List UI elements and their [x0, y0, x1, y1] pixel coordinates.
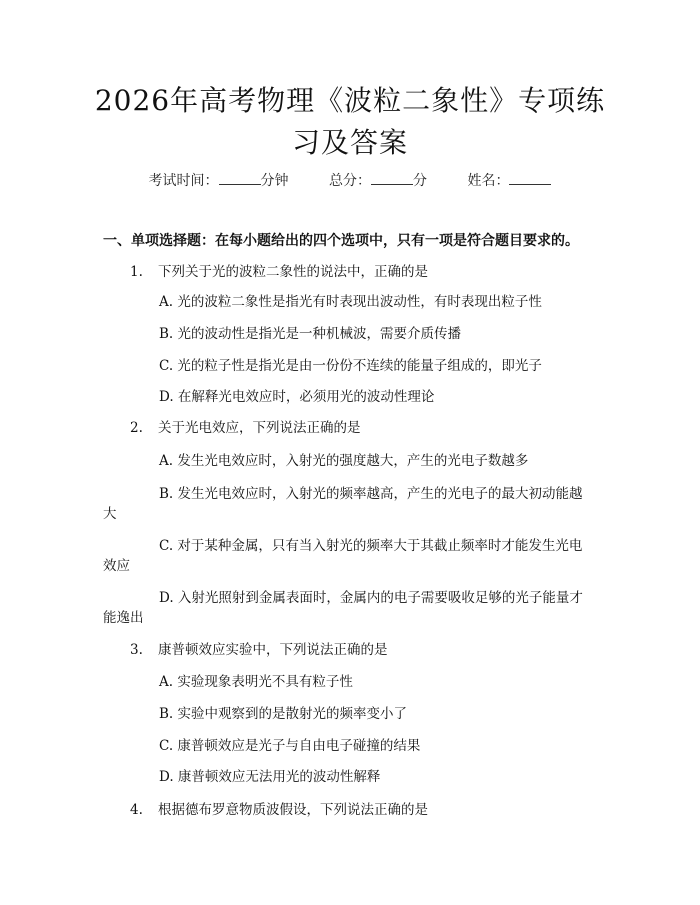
q2-option-c-wrap: 效应: [103, 558, 130, 574]
question-1-stem: [130, 262, 428, 282]
q3-option-d: D. 康普顿效应无法用光的波动性解释: [159, 769, 381, 785]
name-blank: [509, 172, 551, 185]
question-number: 3.: [130, 642, 143, 658]
student-name: [467, 170, 551, 190]
page-title: 2026年高考物理《波粒二象性》专项练习及答案: [94, 84, 606, 159]
total-score: [329, 170, 427, 190]
q2-option-d: D. 入射光照射到金属表面时，金属内的电子需要吸收足够的光子能量才: [159, 590, 583, 606]
q2-option-b-wrap: 大: [103, 506, 117, 522]
score-unit: 分: [413, 173, 427, 189]
q3-option-b: B. 实验中观察到的是散射光的频率变小了: [159, 706, 408, 722]
section-heading: 一、单项选择题：在每小题给出的四个选项中，只有一项是符合题目要求的。: [103, 233, 579, 249]
q1-option-a: A. 光的波粒二象性是指光有时表现出波动性，有时表现出粒子性: [159, 294, 542, 310]
q1-option-c: C. 光的粒子性是指光是由一份份不连续的能量子组成的，即光子: [159, 358, 542, 374]
q2-option-d-wrap: 能逸出: [103, 610, 144, 626]
q2-option-a: A. 发生光电效应时，入射光的强度越大，产生的光电子数越多: [159, 453, 529, 469]
question-text: 康普顿效应实验中，下列说法正确的是: [158, 642, 388, 658]
q3-option-c: C. 康普顿效应是光子与自由电子碰撞的结果: [159, 738, 421, 754]
q1-option-b: B. 光的波动性是指光是一种机械波，需要介质传播: [159, 326, 462, 342]
score-label: 总分：: [329, 173, 371, 189]
score-blank: [371, 172, 413, 185]
time-unit: 分钟: [260, 173, 289, 189]
question-number: 2.: [130, 420, 143, 436]
q2-option-b: B. 发生光电效应时，入射光的频率越高，产生的光电子的最大初动能越: [159, 486, 583, 502]
exam-time: [149, 170, 289, 190]
q1-option-d: D. 在解释光电效应时，必须用光的波动性理论: [159, 389, 435, 405]
question-number: 1.: [130, 264, 143, 280]
question-text: 下列关于光的波粒二象性的说法中，正确的是: [158, 264, 428, 280]
exam-meta: [0, 170, 700, 190]
question-2-stem: [130, 418, 361, 438]
question-4-stem: [130, 800, 428, 820]
question-3-stem: [130, 640, 388, 660]
time-blank: [219, 172, 261, 185]
question-text: 关于光电效应，下列说法正确的是: [158, 420, 361, 436]
name-label: 姓名：: [467, 173, 510, 189]
question-number: 4.: [130, 802, 143, 818]
q2-option-c: C. 对于某种金属，只有当入射光的频率大于其截止频率时才能发生光电: [159, 538, 583, 554]
time-label: 考试时间：: [148, 173, 219, 189]
q3-option-a: A. 实验现象表明光不具有粒子性: [159, 674, 353, 690]
question-text: 根据德布罗意物质波假设，下列说法正确的是: [158, 802, 428, 818]
